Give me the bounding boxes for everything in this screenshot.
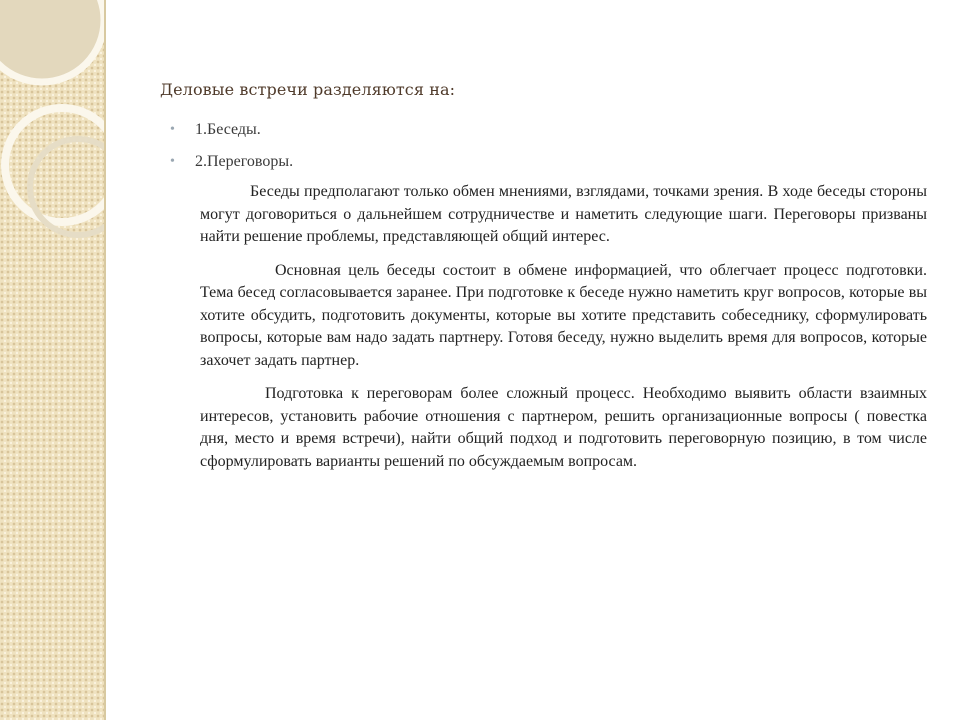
slide-title: Деловые встречи разделяются на: [160,80,456,99]
bullet-label: 1.Беседы. [195,121,261,138]
body-text [200,181,927,484]
bullet-label: 2.Переговоры. [195,153,294,170]
bullet-icon: • [170,122,175,137]
middle-ring-outer [5,108,105,222]
paragraph-conversations-vs-negotiations: Беседы предполагают только обмен мнениями, взглядами, точками зрения. В ходе беседы стороны могут договориться о дальнейшем сотрудничестве и наметить следующие шаги. Переговоры призваны найти решение проблемы, представляющей общий интерес. [200,183,927,245]
bullet-item-conversations [170,118,293,150]
bullet-list [170,118,293,182]
paragraph-negotiation-preparation: Подготовка к переговорам более сложный процесс. Необходимо выявить области взаимных интересов, установить рабочие отношения с партнером, решить организационные вопросы ( повестка дня, место и время встречи), найти общий подход и подготовить переговорную позицию, в том числе сформулировать варианты решений по обсуждаемым вопросам. [200,385,927,470]
paragraph-conversation-purpose: Основная цель беседы состоит в обмене информацией, что облегчает процесс подготовки. Тема бесед согласовывается заранее. При подготовке к беседе нужно наметить круг вопросов, которые вы хотите обсудить, подготовить документы, которые вы хотите представить собеседнику, сформулировать вопросы, которые вам надо задать партнеру. Готовя беседу, нужно выделить время для вопросов, которые захочет задать партнер. [200,261,927,369]
decorative-circles [0,0,105,720]
decorative-sidebar [0,0,105,720]
shaded-circle [0,0,104,82]
bullet-item-negotiations [170,150,293,182]
sidebar-divider [104,0,106,720]
bullet-icon: • [170,154,175,169]
